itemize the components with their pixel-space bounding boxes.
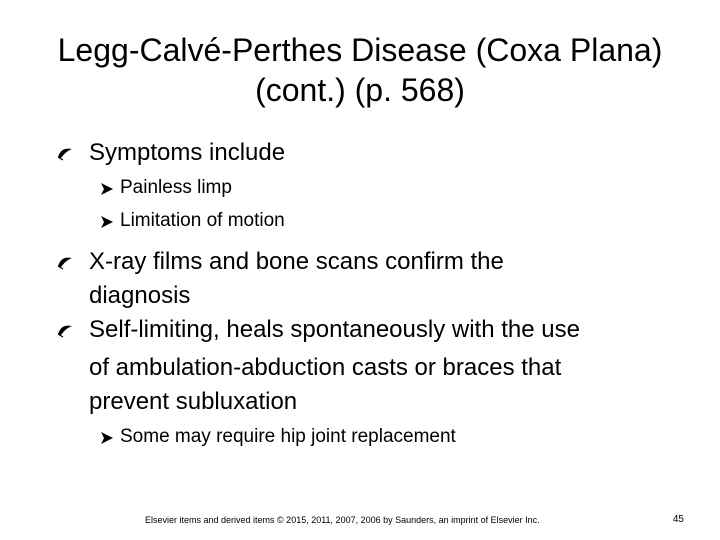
arrowhead-bullet-icon xyxy=(100,431,114,445)
sub-bullet-text: Limitation of motion xyxy=(120,210,285,231)
arrowhead-bullet-icon xyxy=(100,215,114,229)
bullet-text: Self-limiting, heals spontaneously with the use xyxy=(89,316,580,343)
bullet-text: prevent subluxation xyxy=(89,388,298,415)
slide-title: Legg-Calvé-Perthes Disease (Coxa Plana) (cont.) (p. 568) xyxy=(57,32,663,108)
page-number: 45 xyxy=(672,514,684,525)
feather-flourish-bullet-icon xyxy=(57,254,73,270)
bullet-text: X-ray films and bone scans confirm the xyxy=(89,248,504,275)
bullet-text: of ambulation-abduction casts or braces that xyxy=(89,354,562,381)
copyright-footer: Elsevier items and derived items © 2015, 2011, 2007, 2006 by Saunders, an imprint of Elsevier Inc. xyxy=(145,515,540,525)
bullet-text: diagnosis xyxy=(89,282,191,309)
sub-bullet-text: Painless limp xyxy=(120,177,232,198)
bullet-text: Symptoms include xyxy=(89,139,286,166)
sub-bullet-text: Some may require hip joint replacement xyxy=(120,426,456,447)
feather-flourish-bullet-icon xyxy=(57,145,73,161)
feather-flourish-bullet-icon xyxy=(57,322,73,338)
arrowhead-bullet-icon xyxy=(100,182,114,196)
